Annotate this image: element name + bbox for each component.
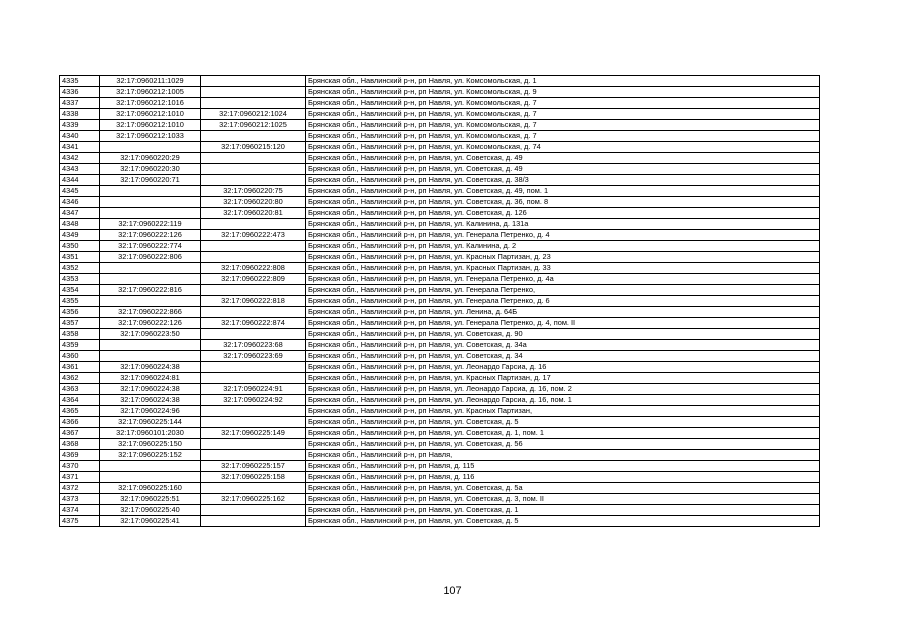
- parcel-cadastral-number-cell: 32:17:0960212:1033: [100, 131, 201, 142]
- address-cell: Брянская обл., Навлинский р-н, рп Навля, ул. Генерала Петренко,: [306, 285, 820, 296]
- table-row: [60, 318, 820, 329]
- row-number-cell: 4363: [60, 384, 100, 395]
- row-number-cell: 4360: [60, 351, 100, 362]
- object-cadastral-number-cell: 32:17:0960220:75: [201, 186, 306, 197]
- row-number-cell: 4336: [60, 87, 100, 98]
- row-number-cell: 4342: [60, 153, 100, 164]
- parcel-cadastral-number-cell: 32:17:0960211:1029: [100, 76, 201, 87]
- object-cadastral-number-cell: [201, 483, 306, 494]
- table-row: [60, 175, 820, 186]
- row-number-cell: 4347: [60, 208, 100, 219]
- address-cell: Брянская обл., Навлинский р-н, рп Навля, ул. Калинина, д. 131а: [306, 219, 820, 230]
- row-number-cell: 4375: [60, 516, 100, 527]
- address-cell: Брянская обл., Навлинский р-н, рп Навля, д. 115: [306, 461, 820, 472]
- table-row: [60, 373, 820, 384]
- address-cell: Брянская обл., Навлинский р-н, рп Навля, д. 116: [306, 472, 820, 483]
- address-cell: Брянская обл., Навлинский р-н, рп Навля, ул. Советская, д. 90: [306, 329, 820, 340]
- object-cadastral-number-cell: 32:17:0960220:81: [201, 208, 306, 219]
- table-row: [60, 87, 820, 98]
- row-number-cell: 4358: [60, 329, 100, 340]
- object-cadastral-number-cell: [201, 164, 306, 175]
- parcel-cadastral-number-cell: [100, 208, 201, 219]
- table-row: [60, 285, 820, 296]
- address-cell: Брянская обл., Навлинский р-н, рп Навля, ул. Красных Партизан, д. 23: [306, 252, 820, 263]
- address-cell: Брянская обл., Навлинский р-н, рп Навля, ул. Леонардо Гарсиа, д. 16, пом. 2: [306, 384, 820, 395]
- object-cadastral-number-cell: [201, 329, 306, 340]
- address-cell: Брянская обл., Навлинский р-н, рп Навля, ул. Советская, д. 36, пом. 8: [306, 197, 820, 208]
- address-cell: Брянская обл., Навлинский р-н, рп Навля, ул. Комсомольская, д. 9: [306, 87, 820, 98]
- parcel-cadastral-number-cell: [100, 472, 201, 483]
- table-row: [60, 472, 820, 483]
- parcel-cadastral-number-cell: 32:17:0960212:1010: [100, 120, 201, 131]
- table-row: [60, 230, 820, 241]
- parcel-cadastral-number-cell: 32:17:0960222:774: [100, 241, 201, 252]
- parcel-cadastral-number-cell: [100, 263, 201, 274]
- address-cell: Брянская обл., Навлинский р-н, рп Навля, ул. Генерала Петренко, д. 4, пом. II: [306, 318, 820, 329]
- object-cadastral-number-cell: [201, 87, 306, 98]
- row-number-cell: 4337: [60, 98, 100, 109]
- table-row: [60, 296, 820, 307]
- address-cell: Брянская обл., Навлинский р-н, рп Навля, ул. Комсомольская, д. 7: [306, 98, 820, 109]
- row-number-cell: 4359: [60, 340, 100, 351]
- row-number-cell: 4338: [60, 109, 100, 120]
- parcel-cadastral-number-cell: 32:17:0960225:41: [100, 516, 201, 527]
- address-cell: Брянская обл., Навлинский р-н, рп Навля, ул. Советская, д. 5: [306, 417, 820, 428]
- object-cadastral-number-cell: [201, 406, 306, 417]
- table-row: [60, 252, 820, 263]
- table-row: [60, 428, 820, 439]
- table-row: [60, 219, 820, 230]
- page-number: 107: [443, 585, 462, 597]
- address-cell: Брянская обл., Навлинский р-н, рп Навля, ул. Красных Партизан, д. 17: [306, 373, 820, 384]
- row-number-cell: 4353: [60, 274, 100, 285]
- address-cell: Брянская обл., Навлинский р-н, рп Навля, ул. Красных Партизан, д. 33: [306, 263, 820, 274]
- address-cell: Брянская обл., Навлинский р-н, рп Навля, ул. Советская, д. 5: [306, 516, 820, 527]
- address-cell: Брянская обл., Навлинский р-н, рп Навля, ул. Калинина, д. 2: [306, 241, 820, 252]
- parcel-cadastral-number-cell: 32:17:0960224:96: [100, 406, 201, 417]
- address-cell: Брянская обл., Навлинский р-н, рп Навля, ул. Леонардо Гарсиа, д. 16: [306, 362, 820, 373]
- object-cadastral-number-cell: [201, 450, 306, 461]
- object-cadastral-number-cell: 32:17:0960224:92: [201, 395, 306, 406]
- parcel-cadastral-number-cell: 32:17:0960224:38: [100, 395, 201, 406]
- table-row: [60, 76, 820, 87]
- parcel-cadastral-number-cell: 32:17:0960212:1010: [100, 109, 201, 120]
- object-cadastral-number-cell: 32:17:0960225:162: [201, 494, 306, 505]
- parcel-cadastral-number-cell: 32:17:0960223:50: [100, 329, 201, 340]
- table-row: [60, 164, 820, 175]
- object-cadastral-number-cell: 32:17:0960222:809: [201, 274, 306, 285]
- row-number-cell: 4354: [60, 285, 100, 296]
- parcel-cadastral-number-cell: 32:17:0960212:1005: [100, 87, 201, 98]
- table-row: [60, 450, 820, 461]
- object-cadastral-number-cell: 32:17:0960223:69: [201, 351, 306, 362]
- table-row: [60, 494, 820, 505]
- registry-table: [59, 75, 820, 527]
- object-cadastral-number-cell: 32:17:0960225:157: [201, 461, 306, 472]
- address-cell: Брянская обл., Навлинский р-н, рп Навля, ул. Советская, д. 49: [306, 164, 820, 175]
- row-number-cell: 4364: [60, 395, 100, 406]
- row-number-cell: 4346: [60, 197, 100, 208]
- parcel-cadastral-number-cell: 32:17:0960225:40: [100, 505, 201, 516]
- row-number-cell: 4356: [60, 307, 100, 318]
- parcel-cadastral-number-cell: [100, 351, 201, 362]
- address-cell: Брянская обл., Навлинский р-н, рп Навля, ул. Генерала Петренко, д. 4а: [306, 274, 820, 285]
- address-cell: Брянская обл., Навлинский р-н, рп Навля, ул. Комсомольская, д. 7: [306, 131, 820, 142]
- row-number-cell: 4335: [60, 76, 100, 87]
- address-cell: Брянская обл., Навлинский р-н, рп Навля, ул. Советская, д. 49: [306, 153, 820, 164]
- row-number-cell: 4344: [60, 175, 100, 186]
- object-cadastral-number-cell: [201, 252, 306, 263]
- parcel-cadastral-number-cell: 32:17:0960222:816: [100, 285, 201, 296]
- table-row: [60, 263, 820, 274]
- table-row: [60, 120, 820, 131]
- object-cadastral-number-cell: [201, 153, 306, 164]
- row-number-cell: 4368: [60, 439, 100, 450]
- table-row: [60, 197, 820, 208]
- object-cadastral-number-cell: 32:17:0960222:874: [201, 318, 306, 329]
- row-number-cell: 4369: [60, 450, 100, 461]
- object-cadastral-number-cell: 32:17:0960220:80: [201, 197, 306, 208]
- table-row: [60, 483, 820, 494]
- object-cadastral-number-cell: 32:17:0960223:68: [201, 340, 306, 351]
- parcel-cadastral-number-cell: 32:17:0960222:806: [100, 252, 201, 263]
- address-cell: Брянская обл., Навлинский р-н, рп Навля,: [306, 450, 820, 461]
- object-cadastral-number-cell: [201, 307, 306, 318]
- table-row: [60, 208, 820, 219]
- parcel-cadastral-number-cell: [100, 340, 201, 351]
- object-cadastral-number-cell: [201, 241, 306, 252]
- object-cadastral-number-cell: 32:17:0960212:1024: [201, 109, 306, 120]
- registry-table-body: [60, 76, 820, 527]
- table-row: [60, 241, 820, 252]
- table-row: [60, 362, 820, 373]
- parcel-cadastral-number-cell: 32:17:0960222:866: [100, 307, 201, 318]
- address-cell: Брянская обл., Навлинский р-н, рп Навля, ул. Генерала Петренко, д. 6: [306, 296, 820, 307]
- object-cadastral-number-cell: 32:17:0960225:158: [201, 472, 306, 483]
- row-number-cell: 4341: [60, 142, 100, 153]
- object-cadastral-number-cell: [201, 285, 306, 296]
- address-cell: Брянская обл., Навлинский р-н, рп Навля, ул. Советская, д. 56: [306, 439, 820, 450]
- address-cell: Брянская обл., Навлинский р-н, рп Навля, ул. Советская, д. 1, пом. 1: [306, 428, 820, 439]
- address-cell: Брянская обл., Навлинский р-н, рп Навля, ул. Советская, д. 38/3: [306, 175, 820, 186]
- parcel-cadastral-number-cell: 32:17:0960225:152: [100, 450, 201, 461]
- address-cell: Брянская обл., Навлинский р-н, рп Навля, ул. Комсомольская, д. 7: [306, 109, 820, 120]
- address-cell: Брянская обл., Навлинский р-н, рп Навля, ул. Леонардо Гарсиа, д. 16, пом. 1: [306, 395, 820, 406]
- row-number-cell: 4371: [60, 472, 100, 483]
- row-number-cell: 4370: [60, 461, 100, 472]
- row-number-cell: 4345: [60, 186, 100, 197]
- address-cell: Брянская обл., Навлинский р-н, рп Навля, ул. Советская, д. 126: [306, 208, 820, 219]
- parcel-cadastral-number-cell: 32:17:0960224:38: [100, 362, 201, 373]
- object-cadastral-number-cell: [201, 175, 306, 186]
- object-cadastral-number-cell: 32:17:0960222:473: [201, 230, 306, 241]
- row-number-cell: 4351: [60, 252, 100, 263]
- parcel-cadastral-number-cell: 32:17:0960212:1016: [100, 98, 201, 109]
- object-cadastral-number-cell: [201, 439, 306, 450]
- parcel-cadastral-number-cell: 32:17:0960220:30: [100, 164, 201, 175]
- table-row: [60, 340, 820, 351]
- table-row: [60, 329, 820, 340]
- row-number-cell: 4365: [60, 406, 100, 417]
- row-number-cell: 4343: [60, 164, 100, 175]
- object-cadastral-number-cell: [201, 219, 306, 230]
- row-number-cell: 4374: [60, 505, 100, 516]
- parcel-cadastral-number-cell: 32:17:0960220:71: [100, 175, 201, 186]
- row-number-cell: 4372: [60, 483, 100, 494]
- address-cell: Брянская обл., Навлинский р-н, рп Навля, ул. Советская, д. 3, пом. II: [306, 494, 820, 505]
- address-cell: Брянская обл., Навлинский р-н, рп Навля, ул. Советская, д. 5а: [306, 483, 820, 494]
- parcel-cadastral-number-cell: 32:17:0960225:51: [100, 494, 201, 505]
- table-row: [60, 142, 820, 153]
- parcel-cadastral-number-cell: 32:17:0960222:119: [100, 219, 201, 230]
- table-row: [60, 307, 820, 318]
- object-cadastral-number-cell: [201, 417, 306, 428]
- address-cell: Брянская обл., Навлинский р-н, рп Навля, ул. Ленина, д. 64Б: [306, 307, 820, 318]
- row-number-cell: 4373: [60, 494, 100, 505]
- object-cadastral-number-cell: [201, 373, 306, 384]
- parcel-cadastral-number-cell: 32:17:0960225:150: [100, 439, 201, 450]
- parcel-cadastral-number-cell: 32:17:0960222:126: [100, 230, 201, 241]
- table-row: [60, 417, 820, 428]
- row-number-cell: 4339: [60, 120, 100, 131]
- parcel-cadastral-number-cell: [100, 461, 201, 472]
- parcel-cadastral-number-cell: 32:17:0960224:38: [100, 384, 201, 395]
- row-number-cell: 4352: [60, 263, 100, 274]
- object-cadastral-number-cell: 32:17:0960225:149: [201, 428, 306, 439]
- table-row: [60, 153, 820, 164]
- parcel-cadastral-number-cell: [100, 186, 201, 197]
- address-cell: Брянская обл., Навлинский р-н, рп Навля, ул. Красных Партизан,: [306, 406, 820, 417]
- object-cadastral-number-cell: [201, 505, 306, 516]
- table-row: [60, 406, 820, 417]
- row-number-cell: 4367: [60, 428, 100, 439]
- object-cadastral-number-cell: [201, 131, 306, 142]
- table-row: [60, 384, 820, 395]
- parcel-cadastral-number-cell: 32:17:0960220:29: [100, 153, 201, 164]
- parcel-cadastral-number-cell: 32:17:0960225:144: [100, 417, 201, 428]
- object-cadastral-number-cell: 32:17:0960215:120: [201, 142, 306, 153]
- object-cadastral-number-cell: [201, 98, 306, 109]
- row-number-cell: 4349: [60, 230, 100, 241]
- table-row: [60, 439, 820, 450]
- parcel-cadastral-number-cell: 32:17:0960224:81: [100, 373, 201, 384]
- table-row: [60, 516, 820, 527]
- address-cell: Брянская обл., Навлинский р-н, рп Навля, ул. Советская, д. 1: [306, 505, 820, 516]
- address-cell: Брянская обл., Навлинский р-н, рп Навля, ул. Комсомольская, д. 74: [306, 142, 820, 153]
- object-cadastral-number-cell: 32:17:0960222:818: [201, 296, 306, 307]
- row-number-cell: 4348: [60, 219, 100, 230]
- object-cadastral-number-cell: 32:17:0960222:808: [201, 263, 306, 274]
- table-row: [60, 395, 820, 406]
- parcel-cadastral-number-cell: 32:17:0960225:160: [100, 483, 201, 494]
- row-number-cell: 4340: [60, 131, 100, 142]
- table-row: [60, 351, 820, 362]
- table-row: [60, 274, 820, 285]
- table-row: [60, 186, 820, 197]
- object-cadastral-number-cell: [201, 516, 306, 527]
- parcel-cadastral-number-cell: [100, 197, 201, 208]
- row-number-cell: 4355: [60, 296, 100, 307]
- object-cadastral-number-cell: [201, 76, 306, 87]
- address-cell: Брянская обл., Навлинский р-н, рп Навля, ул. Советская, д. 49, пом. 1: [306, 186, 820, 197]
- object-cadastral-number-cell: 32:17:0960224:91: [201, 384, 306, 395]
- address-cell: Брянская обл., Навлинский р-н, рп Навля, ул. Генерала Петренко, д. 4: [306, 230, 820, 241]
- parcel-cadastral-number-cell: 32:17:0960101:2030: [100, 428, 201, 439]
- address-cell: Брянская обл., Навлинский р-н, рп Навля, ул. Комсомольская, д. 1: [306, 76, 820, 87]
- parcel-cadastral-number-cell: [100, 142, 201, 153]
- parcel-cadastral-number-cell: [100, 274, 201, 285]
- table-row: [60, 109, 820, 120]
- object-cadastral-number-cell: [201, 362, 306, 373]
- object-cadastral-number-cell: 32:17:0960212:1025: [201, 120, 306, 131]
- address-cell: Брянская обл., Навлинский р-н, рп Навля, ул. Советская, д. 34: [306, 351, 820, 362]
- table-row: [60, 461, 820, 472]
- table-row: [60, 505, 820, 516]
- address-cell: Брянская обл., Навлинский р-н, рп Навля, ул. Комсомольская, д. 7: [306, 120, 820, 131]
- row-number-cell: 4357: [60, 318, 100, 329]
- table-row: [60, 98, 820, 109]
- row-number-cell: 4361: [60, 362, 100, 373]
- table-row: [60, 131, 820, 142]
- row-number-cell: 4362: [60, 373, 100, 384]
- parcel-cadastral-number-cell: 32:17:0960222:126: [100, 318, 201, 329]
- row-number-cell: 4366: [60, 417, 100, 428]
- address-cell: Брянская обл., Навлинский р-н, рп Навля, ул. Советская, д. 34а: [306, 340, 820, 351]
- row-number-cell: 4350: [60, 241, 100, 252]
- parcel-cadastral-number-cell: [100, 296, 201, 307]
